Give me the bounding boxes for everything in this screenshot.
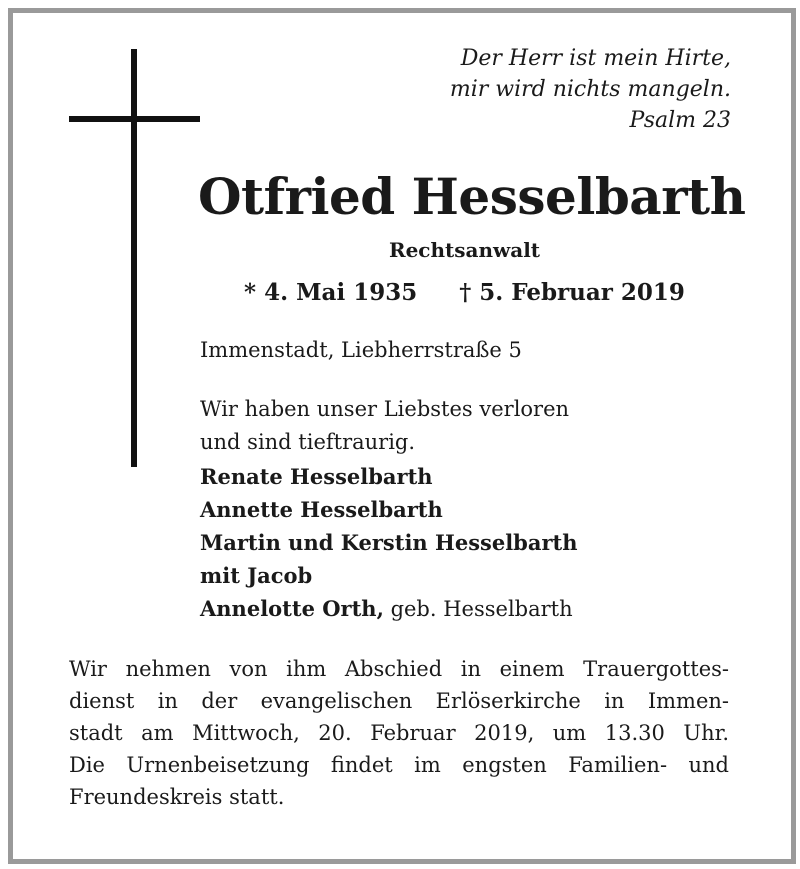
psalm-line: Der Herr ist mein Hirte, bbox=[460, 46, 731, 71]
grief-line: und sind tieftraurig. bbox=[200, 430, 416, 454]
notice-line: Freundeskreis statt. bbox=[69, 785, 285, 809]
life-dates bbox=[198, 277, 731, 309]
address: Immenstadt, Liebherrstraße 5 bbox=[200, 338, 522, 362]
notice-line: stadt am Mittwoch, 20. Februar 2019, um 13.30 Uhr. bbox=[69, 721, 729, 745]
psalm-reference: Psalm 23 bbox=[629, 108, 731, 133]
mourner-entry: Annelotte Orth, geb. Hesselbarth bbox=[200, 596, 573, 621]
grief-message bbox=[200, 393, 569, 459]
mourner-name: Martin und Kerstin Hesselbarth bbox=[200, 530, 578, 555]
mourner-birth-name: geb. Hesselbarth bbox=[383, 597, 573, 621]
mourner-name: mit Jacob bbox=[200, 563, 313, 588]
deceased-profession: Rechtsanwalt bbox=[388, 238, 541, 262]
grief-line: Wir haben unser Liebstes verloren bbox=[200, 397, 570, 421]
cross-icon bbox=[131, 49, 137, 467]
funeral-notice bbox=[69, 653, 729, 813]
mourner-list bbox=[200, 460, 578, 626]
mourner-name: Annette Hesselbarth bbox=[200, 497, 443, 522]
mourner-name: Renate Hesselbarth bbox=[200, 464, 433, 489]
cross-icon-bar bbox=[69, 116, 200, 122]
mourner-name: Annelotte Orth bbox=[200, 596, 377, 621]
birth-date: * 4. Mai 1935 bbox=[244, 279, 418, 306]
psalm-quote bbox=[450, 43, 731, 136]
deceased-name: Otfried Hesselbarth bbox=[198, 167, 746, 226]
psalm-line: mir wird nichts mangeln. bbox=[449, 77, 731, 102]
notice-line: Die Urnenbeisetzung findet im engsten Familien- und bbox=[69, 753, 729, 777]
death-date: † 5. Februar 2019 bbox=[459, 279, 685, 306]
notice-line: dienst in der evangelischen Erlöserkirche in Immen- bbox=[69, 689, 729, 713]
notice-line: Wir nehmen von ihm Abschied in einem Trauergottes- bbox=[69, 657, 729, 681]
